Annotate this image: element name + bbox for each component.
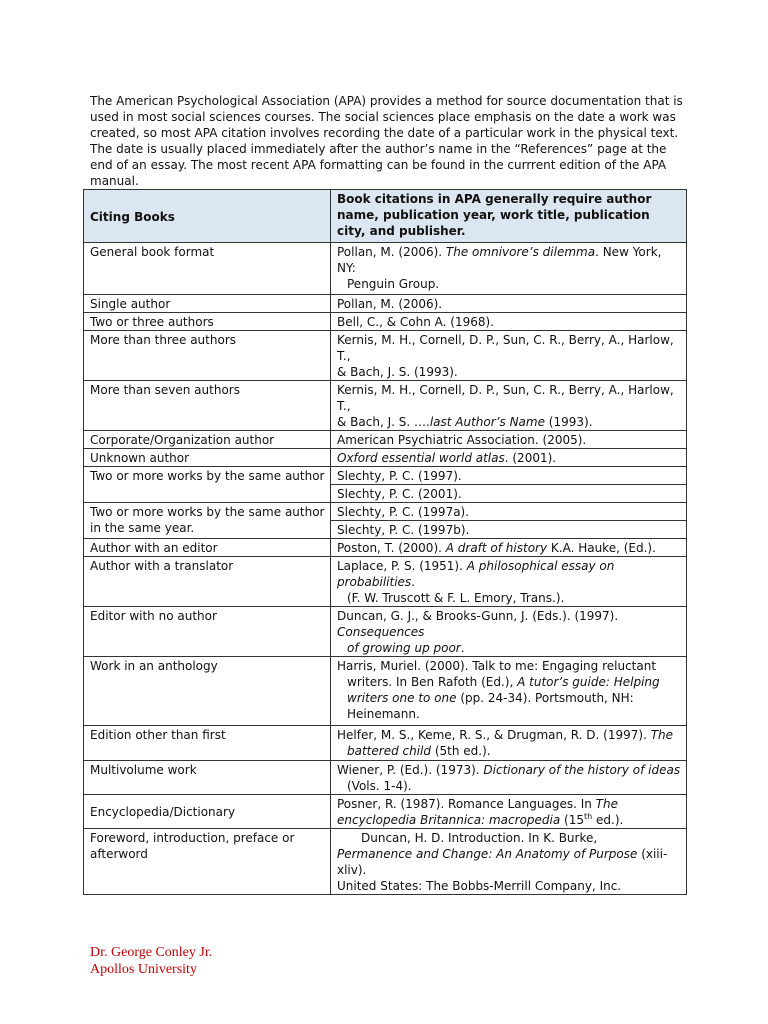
row-label: General book format <box>84 243 331 295</box>
table-row <box>84 431 687 449</box>
row-example: Bell, C., & Cohn A. (1968). <box>331 313 687 331</box>
row-label: Author with a translator <box>84 557 331 607</box>
row-label: Author with an editor <box>84 539 331 557</box>
row-label: More than seven authors <box>84 381 331 431</box>
row-example: Kernis, M. H., Cornell, D. P., Sun, C. R., Berry, A., Harlow, T., & Bach, J. S. (1993). <box>331 331 687 381</box>
table-row <box>84 607 687 657</box>
row-label: Encyclopedia/Dictionary <box>84 795 331 829</box>
table-row <box>84 795 687 829</box>
table-row <box>84 557 687 607</box>
table-row <box>84 313 687 331</box>
intro-paragraph: The American Psychological Association (APA) provides a method for source documentation that is used in most social sciences courses. The social sciences place emphasis on the date a work was created, so most APA citation involves recording the date of a particular work in the physical text. The date is usually placed immediately after the author’s name in the “References” page at the end of an essay. The most recent APA formatting can be found in the currrent edition of the APA manual. <box>90 94 683 188</box>
row-label: Foreword, introduction, preface or afterword <box>84 829 331 895</box>
row-example: Oxford essential world atlas. (2001). <box>331 449 687 467</box>
table-row <box>84 295 687 313</box>
row-label: Editor with no author <box>84 607 331 657</box>
row-example: Pollan, M. (2006). <box>331 295 687 313</box>
row-label: More than three authors <box>84 331 331 381</box>
author-name: Dr. George Conley Jr. <box>90 945 213 960</box>
table-row <box>84 829 687 895</box>
row-label: Multivolume work <box>84 761 331 795</box>
row-label: Edition other than first <box>84 726 331 761</box>
table-row <box>84 503 687 521</box>
row-label: Two or three authors <box>84 313 331 331</box>
row-label: Two or more works by the same author <box>84 467 331 503</box>
table-row <box>84 449 687 467</box>
row-example: Slechty, P. C. (1997b). <box>331 521 687 539</box>
table-row <box>84 539 687 557</box>
row-label: Single author <box>84 295 331 313</box>
row-example: Wiener, P. (Ed.). (1973). Dictionary of the history of ideas (Vols. 1-4). <box>331 761 687 795</box>
table-row <box>84 761 687 795</box>
header-citing-books: Citing Books <box>84 190 331 243</box>
table-row <box>84 331 687 381</box>
row-example: Harris, Muriel. (2000). Talk to me: Engaging reluctant writers. In Ben Rafoth (Ed.), A tutor’s guide: Helping writers one to one (pp. 24-34). Portsmouth, NH: Heinemann. <box>331 657 687 726</box>
row-example: Duncan, G. J., & Brooks-Gunn, J. (Eds.). (1997). Consequences of growing up poor. <box>331 607 687 657</box>
row-label: Unknown author <box>84 449 331 467</box>
row-example: Slechty, P. C. (1997). <box>331 467 687 485</box>
citation-table <box>83 189 687 895</box>
table-header-row <box>84 190 687 243</box>
author-school: Apollos University <box>90 962 197 977</box>
row-example: Slechty, P. C. (2001). <box>331 485 687 503</box>
row-label: Corporate/Organization author <box>84 431 331 449</box>
row-example: Kernis, M. H., Cornell, D. P., Sun, C. R., Berry, A., Harlow, T., & Bach, J. S. ….last Author’s Name (1993). <box>331 381 687 431</box>
row-example: Helfer, M. S., Keme, R. S., & Drugman, R. D. (1997). The battered child (5th ed.). <box>331 726 687 761</box>
table-row <box>84 467 687 485</box>
row-example: Poston, T. (2000). A draft of history K.A. Hauke, (Ed.). <box>331 539 687 557</box>
row-example: Posner, R. (1987). Romance Languages. In The encyclopedia Britannica: macropedia (15th ed.). <box>331 795 687 829</box>
row-label: Work in an anthology <box>84 657 331 726</box>
row-example: Pollan, M. (2006). The omnivore’s dilemma. New York, NY: Penguin Group. <box>331 243 687 295</box>
table-row <box>84 726 687 761</box>
table-row <box>84 657 687 726</box>
header-description: Book citations in APA generally require author name, publication year, work title, publication city, and publisher. <box>331 190 687 243</box>
author-footer <box>90 944 212 978</box>
row-example: American Psychiatric Association. (2005). <box>331 431 687 449</box>
table-row <box>84 243 687 295</box>
row-example: Laplace, P. S. (1951). A philosophical essay on probabilities. (F. W. Truscott & F. L. Emory, Trans.). <box>331 557 687 607</box>
table-row <box>84 381 687 431</box>
row-example: Slechty, P. C. (1997a). <box>331 503 687 521</box>
row-example: Duncan, H. D. Introduction. In K. Burke, Permanence and Change: An Anatomy of Purpose (xiii-xliv). United States: The Bobbs-Merrill Company, Inc. <box>331 829 687 895</box>
row-label: Two or more works by the same author in the same year. <box>84 503 331 539</box>
